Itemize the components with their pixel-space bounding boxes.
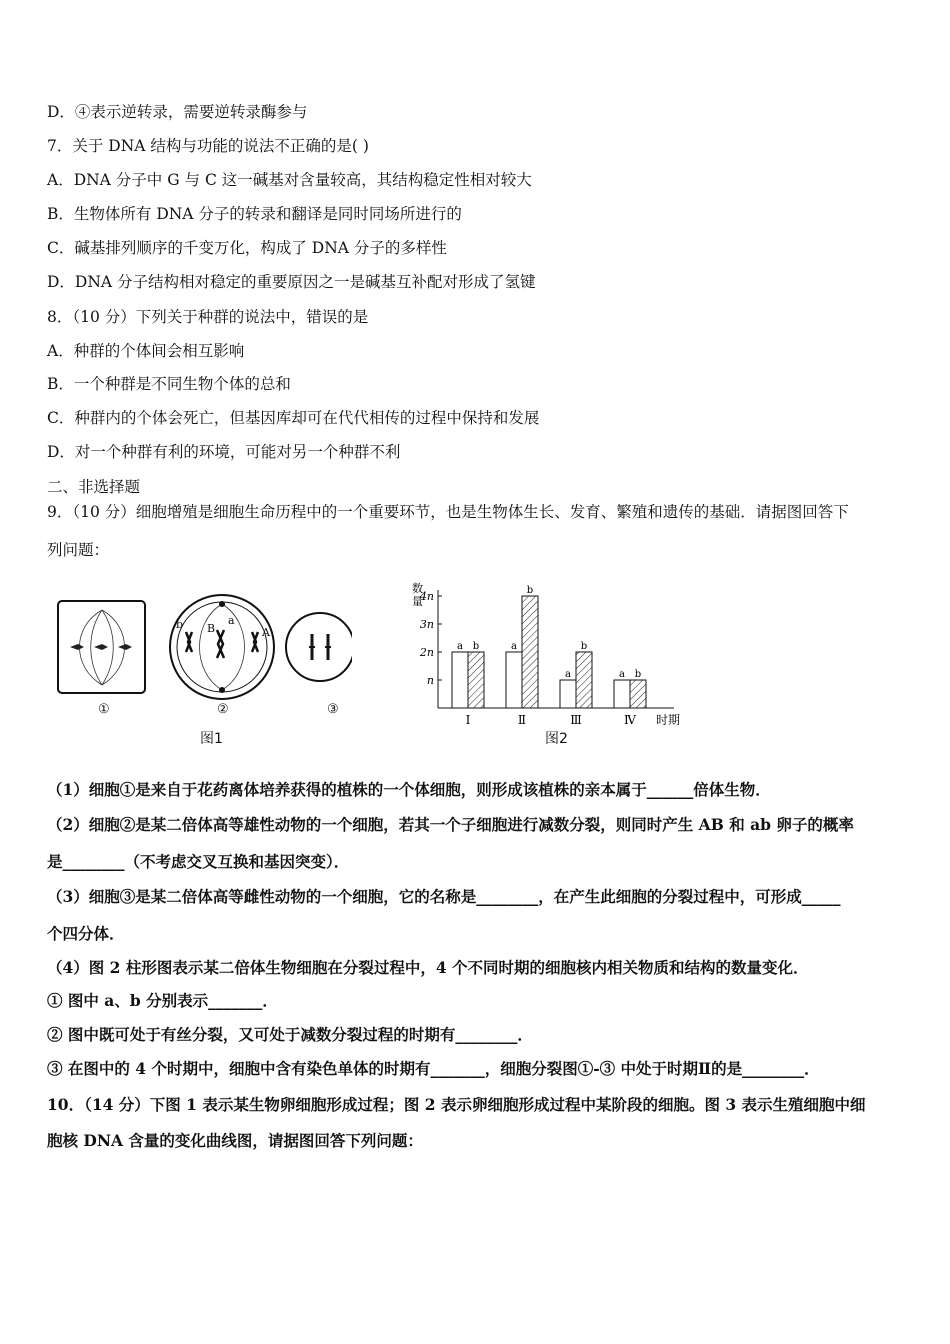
bar-a	[506, 652, 522, 708]
bar-label-a: a	[619, 669, 625, 680]
bar-label-a: a	[565, 669, 571, 680]
q6-option-d: D．④表示逆转录，需要逆转录酶参与	[47, 103, 308, 121]
q9-part3-line1: （3）细胞③是某二倍体高等雌性动物的一个细胞，它的名称是________，在产生此细胞的分裂过程中，可形成_____	[47, 887, 841, 906]
y-axis-label: 数	[412, 582, 423, 595]
cell-1-number: ①	[98, 702, 110, 717]
q9-part2-line2: 是________（不考虑交叉互换和基因突变）．	[47, 852, 350, 871]
x-tick-label: Ⅲ	[570, 713, 582, 727]
q8-stem: 8．（10 分）下列关于种群的说法中，错误的是	[47, 308, 369, 326]
y-tick-label: 3n	[419, 618, 434, 631]
bar-label-a: a	[511, 641, 517, 652]
bar-b	[630, 680, 646, 708]
q7-option-d: D．DNA 分子结构相对稳定的重要原因之一是碱基互补配对形成了氢键	[47, 273, 536, 291]
y-axis-label: 量	[412, 595, 423, 608]
x-tick-label: Ⅳ	[624, 713, 636, 727]
q7-stem: 7．关于 DNA 结构与功能的说法不正确的是( )	[47, 137, 369, 155]
gene-label-b: b	[176, 618, 184, 631]
cell-3-drawing	[286, 613, 352, 681]
q8-option-a: A．种群的个体间会相互影响	[47, 342, 245, 360]
bar-a	[452, 652, 468, 708]
cell-2-drawing	[170, 595, 274, 699]
q10-stem-line2: 胞核 DNA 含量的变化曲线图，请据图回答下列问题：	[47, 1131, 423, 1150]
q7-option-b: B．生物体所有 DNA 分子的转录和翻译是同时同场所进行的	[47, 205, 462, 223]
cell-1-drawing	[58, 601, 145, 693]
y-tick-label: n	[426, 674, 434, 687]
y-tick-label: 2n	[419, 646, 434, 659]
cell-3-number: ③	[327, 702, 339, 717]
bar-label-b: b	[580, 641, 588, 652]
gene-label-A: A	[262, 626, 270, 639]
x-tick-label: Ⅰ	[465, 713, 471, 727]
q7-option-a: A．DNA 分子中 G 与 C 这一碱基对含量较高，其结构稳定性相对较大	[47, 171, 532, 189]
bar-b	[522, 596, 538, 708]
q9-stem-line2: 列问题：	[47, 541, 110, 559]
y-tick-label: 4n	[419, 590, 434, 603]
bar-label-b: b	[526, 585, 534, 596]
bar-b	[468, 652, 484, 708]
figure-2-caption: 图2	[545, 731, 568, 747]
cell-2-number: ②	[217, 702, 229, 717]
gene-label-a: a	[228, 614, 235, 627]
q9-part4: （4）图 2 柱形图表示某二倍体生物细胞在分裂过程中，4 个不同时期的细胞核内相关物质和结构的数量变化．	[47, 958, 809, 977]
bar-a	[614, 680, 630, 708]
q8-option-d: D．对一个种群有利的环境，可能对另一个种群不利	[47, 443, 401, 461]
q9-sub1: ① 图中 a、b 分别表示_______．	[47, 991, 278, 1010]
x-axis-label: 时期	[656, 713, 681, 727]
q9-stem-line1: 9．（10 分）细胞增殖是细胞生命历程中的一个重要环节，也是生物体生长、发育、繁殖和遗传的基础．请据图回答下	[47, 503, 849, 521]
section-heading: 二、非选择题	[47, 478, 141, 496]
x-tick-label: Ⅱ	[517, 713, 527, 727]
q8-option-c: C．种群内的个体会死亡，但基因库却可在代代相传的过程中保持和发展	[47, 409, 540, 427]
q9-sub3: ③ 在图中的 4 个时期中，细胞中含有染色单体的时期有_______，细胞分裂图①-③ 中处于时期Ⅱ的是________．	[47, 1059, 820, 1078]
bar-a	[560, 680, 576, 708]
bar-chart-svg	[398, 578, 698, 738]
q9-sub2: ② 图中既可处于有丝分裂，又可处于减数分裂过程的时期有________．	[47, 1025, 533, 1044]
bar-label-b: b	[472, 641, 480, 652]
bar-label-b: b	[634, 669, 642, 680]
q9-part2-line1: （2）细胞②是某二倍体高等雄性动物的一个细胞，若其一个子细胞进行减数分裂，则同时产生 AB 和 ab 卵子的概率	[47, 815, 854, 834]
q10-stem-line1: 10．（14 分）下图 1 表示某生物卵细胞形成过程；图 2 表示卵细胞形成过程中某阶段的细胞。图 3 表示生殖细胞中细	[47, 1095, 866, 1114]
q9-part1: （1）细胞①是来自于花药离体培养获得的植株的一个体细胞，则形成该植株的亲本属于______倍体生物．	[47, 780, 771, 799]
figure-2-chart	[398, 578, 698, 738]
q8-option-b: B．一个种群是不同生物个体的总和	[47, 375, 291, 393]
figure-1-caption: 图1	[200, 731, 223, 747]
cell-drawings	[52, 592, 352, 702]
q7-option-c: C．碱基排列顺序的千变万化，构成了 DNA 分子的多样性	[47, 239, 447, 257]
bar-b	[576, 652, 592, 708]
bar-label-a: a	[457, 641, 463, 652]
gene-label-B: B	[207, 622, 216, 635]
q9-part3-line2: 个四分体．	[47, 924, 125, 943]
